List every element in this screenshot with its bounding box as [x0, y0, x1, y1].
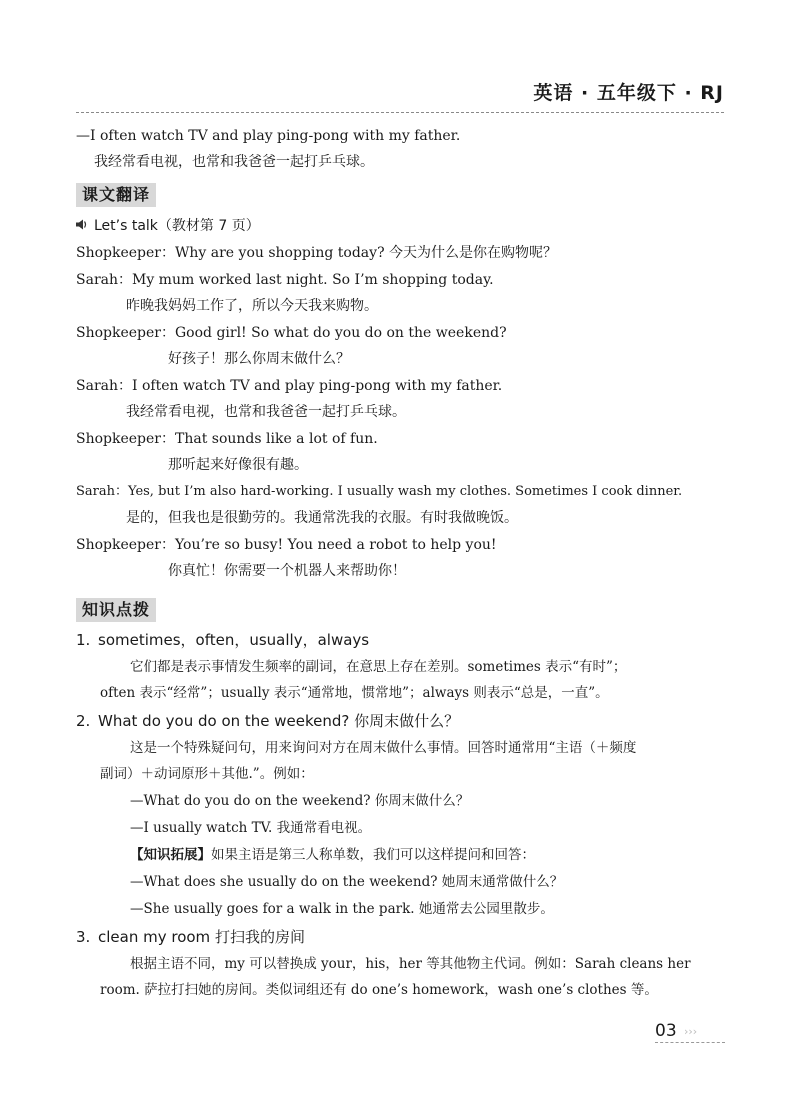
dialog-line-5: Shopkeeper：That sounds like a lot of fun.	[76, 431, 378, 447]
point-2-line-1: 这是一个特殊疑问句，用来询问对方在周末做什么事情。回答时通常用“主语（＋频度	[130, 740, 637, 756]
footer-divider	[655, 1042, 725, 1043]
header-divider	[76, 112, 724, 113]
page-header-title: 英语 · 五年级下 · RJ	[533, 82, 724, 104]
dialog-line-5-zh: 那听起来好像很有趣。	[168, 457, 308, 473]
dialog-line-7: Shopkeeper：You’re so busy! You need a robot to help you!	[76, 537, 497, 553]
dialog-line-7-zh: 你真忙！你需要一个机器人来帮助你！	[168, 563, 406, 579]
page-arrows-icon: ›››	[684, 1025, 698, 1038]
point-2-example-3: —What does she usually do on the weekend? 她周末通常做什么？	[130, 874, 564, 890]
point-1-title: sometimes，often，usually，always	[98, 631, 370, 649]
translation-section	[76, 183, 726, 207]
dialog-line-4-zh: 我经常看电视，也常和我爸爸一起打乒乓球。	[126, 404, 406, 420]
page-content	[76, 127, 726, 999]
point-2-example-4: —She usually goes for a walk in the park. 她通常去公园里散步。	[130, 901, 554, 917]
dialog-line-1: Shopkeeper：Why are you shopping today? 今天为什么是你在购物呢？	[76, 245, 558, 261]
lets-talk-heading	[76, 217, 726, 235]
knowledge-expand-label: 【知识拓展】	[130, 847, 211, 863]
point-3-heading	[76, 927, 726, 947]
dialog-line-2: Sarah：My mum worked last night. So I’m shopping today.	[76, 272, 494, 288]
point-2-title: What do you do on the weekend? 你周末做什么？	[98, 712, 460, 730]
intro-line-en: —I often watch TV and play ping-pong with my father.	[76, 128, 461, 144]
point-1-paragraph	[76, 658, 726, 702]
page-number: 03	[655, 1021, 677, 1041]
point-2-paragraph	[76, 739, 726, 918]
dialog-line-2-zh: 昨晚我妈妈工作了，所以今天我来购物。	[126, 298, 378, 314]
point-3-number: 3.	[76, 928, 91, 946]
dialog-line-3: Shopkeeper：Good girl! So what do you do on the weekend?	[76, 325, 507, 341]
point-3-paragraph	[76, 955, 726, 999]
point-1-line-2: often 表示“经常”；usually 表示“通常地，惯常地”；always 则表示“总是，一直”。	[100, 685, 609, 701]
lets-talk-title: Let’s talk（教材第 7 页）	[94, 218, 260, 234]
intro-line-zh: 我经常看电视，也常和我爸爸一起打乒乓球。	[94, 154, 374, 170]
dialog-line-6-zh: 是的，但我也是很勤劳的。我通常洗我的衣服。有时我做晚饭。	[126, 510, 518, 526]
point-1-heading	[76, 630, 726, 650]
point-3-title: clean my room 打扫我的房间	[98, 928, 305, 946]
dialog-line-3-zh: 好孩子！那么你周末做什么？	[168, 351, 350, 367]
knowledge-section	[76, 598, 726, 622]
point-2-expand	[100, 846, 726, 864]
dialog-line-6: Sarah：Yes, but I’m also hard-working. I usually wash my clothes. Sometimes I cook dinner.	[76, 484, 683, 499]
point-1-line-1: 它们都是表示事情发生频率的副词，在意思上存在差别。sometimes 表示“有时”；	[130, 659, 627, 675]
point-2-example-2: —I usually watch TV. 我通常看电视。	[130, 820, 372, 836]
point-2-example-1: —What do you do on the weekend? 你周末做什么？	[130, 793, 470, 809]
point-2-heading	[76, 711, 726, 731]
point-2-number: 2.	[76, 712, 91, 730]
dialog-line-4: Sarah：I often watch TV and play ping-pong with my father.	[76, 378, 503, 394]
translation-tag: 课文翻译	[76, 183, 156, 207]
point-2-line-2: 副词）＋动词原形＋其他.”。例如：	[100, 766, 314, 782]
point-3-line-1: 根据主语不同，my 可以替换成 your，his，her 等其他物主代词。例如：Sarah cleans her	[130, 956, 691, 972]
point-3-line-2: room. 萨拉打扫她的房间。类似词组还有 do one’s homework，wash one’s clothes 等。	[100, 982, 658, 998]
speaker-icon	[76, 217, 88, 235]
point-1-number: 1.	[76, 631, 91, 649]
knowledge-expand-text: 如果主语是第三人称单数，我们可以这样提问和回答：	[211, 847, 535, 863]
knowledge-tag: 知识点拨	[76, 598, 156, 622]
